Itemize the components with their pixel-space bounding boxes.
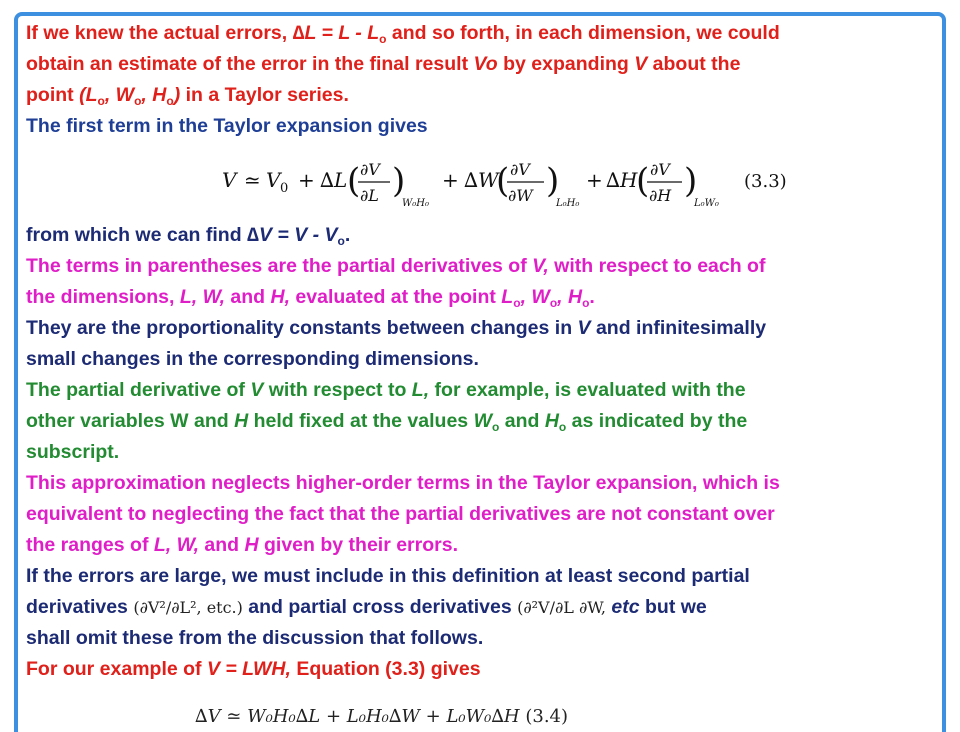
- para-partial-example-line-3: [26, 437, 936, 468]
- math-text: H: [234, 410, 249, 432]
- math-text: V: [250, 379, 264, 401]
- math-text: L = L - L: [304, 22, 380, 44]
- eq-delta-l: ∆L: [320, 168, 348, 192]
- math-text: L, W,: [179, 286, 225, 308]
- text: If we knew the actual errors,: [26, 22, 293, 44]
- text: For our example of: [26, 658, 207, 680]
- delta-symbol: ∆: [247, 224, 259, 246]
- math-text: V,: [532, 255, 549, 277]
- para-example-lwh: [26, 654, 936, 685]
- equation-3-4: [195, 706, 568, 727]
- text: and: [198, 534, 245, 556]
- math-text: (L: [79, 84, 98, 106]
- eq-body: ∆V ≃ W₀H₀∆L + L₀H₀∆W + L₀W₀∆H: [195, 706, 520, 727]
- math-text: L: [501, 286, 514, 308]
- slide-content: [26, 18, 936, 685]
- text: given by their errors.: [258, 534, 458, 556]
- text: evaluated at the point: [290, 286, 502, 308]
- math-text: W: [473, 410, 492, 432]
- equation-3-3-graphic: [26, 142, 936, 220]
- math-text: H: [544, 410, 559, 432]
- text: from which we can find: [26, 224, 248, 246]
- text: derivatives: [26, 596, 134, 618]
- math-text: L,: [411, 379, 430, 401]
- text: The first term in the Taylor expansion gives: [26, 115, 428, 137]
- math-text: , W: [520, 286, 550, 308]
- subscript: o: [166, 94, 174, 108]
- text: and: [499, 410, 545, 432]
- text: other variables W and: [26, 410, 235, 432]
- para-find-delta-v: [26, 220, 936, 251]
- eq-denominator: ∂H: [649, 186, 672, 205]
- eq-paren: (: [496, 161, 510, 201]
- text: The terms in parentheses are the partial derivatives of: [26, 255, 533, 277]
- eq-number: (3.4): [525, 706, 569, 727]
- para-partial-example-line-1: [26, 375, 936, 406]
- text: by expanding: [497, 53, 635, 75]
- math-text: , W: [104, 84, 135, 106]
- delta-symbol: ∆: [292, 22, 305, 44]
- text: for example, is evaluated with the: [429, 379, 746, 401]
- eq-paren: (: [636, 161, 650, 201]
- para-approximation-line-2: [26, 499, 936, 530]
- math-text: V = V - V: [258, 224, 338, 246]
- subscript: o: [582, 296, 590, 310]
- eq-delta-h: ∆H: [606, 168, 638, 192]
- eq-plus: +: [586, 168, 603, 192]
- eq-v0: V: [266, 168, 281, 192]
- text: held fixed at the values: [248, 410, 474, 432]
- eq-approx: ≃: [244, 168, 261, 192]
- text: and: [224, 286, 271, 308]
- text: This approximation neglects higher-order terms in the Taylor expansion, which is: [26, 472, 780, 494]
- para-partial-example-line-2: [26, 406, 936, 437]
- text: as indicated by the: [566, 410, 748, 432]
- math-text: etc: [611, 596, 640, 618]
- text: small changes in the corresponding dimensions.: [26, 348, 479, 370]
- text: Equation (3.3) gives: [290, 658, 481, 680]
- eq-numerator: ∂V: [510, 160, 530, 179]
- para-errors-line-3: [26, 80, 936, 111]
- inline-math: (∂²V/∂L ∂W,: [517, 598, 606, 617]
- para-approximation-line-1: [26, 468, 936, 499]
- math-text: Vo: [473, 53, 498, 75]
- text: .: [589, 286, 595, 308]
- text: The partial derivative of: [26, 379, 251, 401]
- eq-paren: (: [347, 161, 361, 201]
- text: the dimensions,: [26, 286, 180, 308]
- eq-denominator: ∂W: [508, 186, 533, 205]
- eq-paren: ): [546, 161, 560, 201]
- eq-subscript: 0: [280, 181, 289, 196]
- subscript: o: [379, 32, 387, 46]
- math-text: V = LWH,: [206, 658, 291, 680]
- text: the ranges of: [26, 534, 154, 556]
- math-text: H: [244, 534, 259, 556]
- inline-math: (∂V²/∂L², etc.): [133, 598, 243, 617]
- eq-delta-w: ∆W: [464, 168, 499, 192]
- text: with respect to each of: [548, 255, 766, 277]
- text: shall omit these from the discussion that follows.: [26, 627, 484, 649]
- text: They are the proportionality constants between changes in: [26, 317, 578, 339]
- equation-3-3: [26, 142, 936, 220]
- math-text: L, W,: [153, 534, 199, 556]
- math-text: , H: [141, 84, 167, 106]
- para-large-errors-line-3: [26, 623, 936, 654]
- eq-numerator: ∂V: [360, 160, 380, 179]
- eq-plus: +: [442, 168, 459, 192]
- para-partials-line-1: [26, 251, 936, 282]
- para-proportionality-line-2: [26, 344, 936, 375]
- para-partials-line-2: [26, 282, 936, 313]
- text: about the: [647, 53, 741, 75]
- eq-v: V: [222, 168, 237, 192]
- math-text: , H: [557, 286, 583, 308]
- subscript: o: [97, 94, 105, 108]
- text: but we: [639, 596, 707, 618]
- eq-number: (3.3): [744, 171, 787, 192]
- text: obtain an estimate of the error in the final result: [26, 53, 474, 75]
- text: and so forth, in each dimension, we could: [386, 22, 780, 44]
- text: and partial cross derivatives: [242, 596, 518, 618]
- text: subscript.: [26, 441, 120, 463]
- text: and infinitesimally: [590, 317, 767, 339]
- eq-numerator: ∂V: [650, 160, 670, 179]
- para-approximation-line-3: [26, 530, 936, 561]
- subscript: o: [337, 234, 345, 248]
- para-proportionality-line-1: [26, 313, 936, 344]
- eq-paren: ): [684, 161, 698, 201]
- para-errors-line-2: [26, 49, 936, 80]
- para-large-errors-line-2: [26, 592, 936, 623]
- text: in a Taylor series.: [180, 84, 349, 106]
- subscript: o: [491, 420, 500, 434]
- math-text: H,: [270, 286, 290, 308]
- text: point: [26, 84, 80, 106]
- subscript: o: [549, 296, 558, 310]
- para-large-errors-line-1: [26, 561, 936, 592]
- eq-denominator: ∂L: [360, 186, 379, 205]
- math-text: ): [173, 84, 181, 106]
- eq-plus: +: [298, 168, 315, 192]
- math-text: V: [577, 317, 591, 339]
- eq-subscript: W₀H₀: [402, 198, 430, 209]
- text: equivalent to neglecting the fact that the partial derivatives are not constant over: [26, 503, 775, 525]
- math-text: V: [634, 53, 648, 75]
- subscript: o: [513, 296, 521, 310]
- subscript: o: [134, 94, 142, 108]
- text: with respect to: [263, 379, 412, 401]
- text: .: [344, 224, 351, 246]
- text: If the errors are large, we must include in this definition at least second partial: [26, 565, 750, 587]
- eq-paren: ): [392, 161, 406, 201]
- para-first-term: [26, 111, 936, 142]
- eq-subscript: L₀W₀: [694, 198, 719, 209]
- para-errors-line-1: [26, 18, 936, 49]
- subscript: o: [558, 420, 567, 434]
- eq-subscript: L₀H₀: [556, 198, 580, 209]
